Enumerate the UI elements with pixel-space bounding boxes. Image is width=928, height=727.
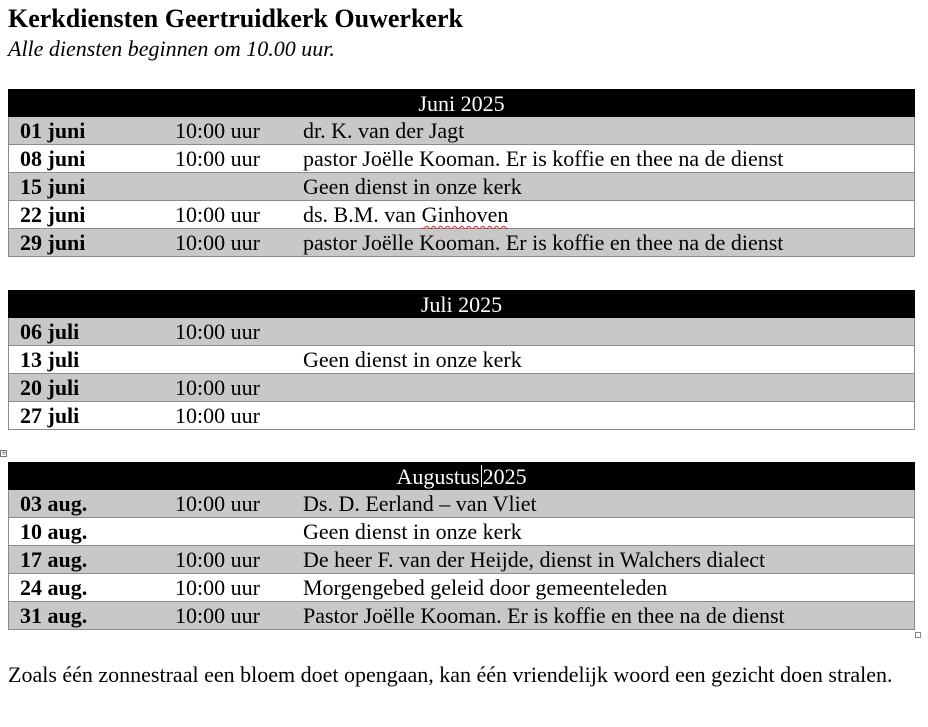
service-date: 29 juni: [20, 230, 86, 255]
service-time: 10:00 uur: [175, 202, 260, 227]
leader-prefix: ds. B.M. van: [303, 202, 422, 227]
month-header: Juli 2025: [8, 290, 915, 318]
service-leader: Morgengebed geleid door gemeenteleden: [303, 575, 668, 600]
table-row[interactable]: [8, 117, 915, 145]
service-leader: Geen dienst in onze kerk: [303, 347, 522, 372]
service-date: 15 juni: [20, 174, 86, 199]
month-header: Juni 2025: [8, 89, 915, 117]
table-row[interactable]: [8, 201, 915, 229]
service-time: 10:00 uur: [175, 575, 260, 600]
service-leader: pastor Joëlle Kooman. Er is koffie en thee na de dienst: [303, 146, 784, 171]
month-header: [8, 462, 915, 490]
table-june: [8, 89, 915, 257]
closing-quote: Zoals één zonnestraal een bloem doet opengaan, kan één vriendelijk woord een gezicht doen stralen.: [8, 662, 893, 687]
service-date: 13 juli: [20, 347, 80, 372]
service-date: 27 juli: [20, 403, 80, 428]
table-row[interactable]: [8, 318, 915, 346]
service-date: 31 aug.: [20, 603, 88, 628]
service-time: 10:00 uur: [175, 491, 260, 516]
service-leader: Geen dienst in onze kerk: [303, 174, 522, 199]
month-header-year: 2025: [482, 464, 527, 489]
table-row[interactable]: [8, 173, 915, 201]
table-move-handle-icon[interactable]: +: [1, 449, 7, 457]
service-date: 01 juni: [20, 118, 86, 143]
document-subtitle: Alle diensten beginnen om 10.00 uur.: [8, 36, 335, 61]
table-row[interactable]: [8, 546, 915, 574]
document-title: Kerkdiensten Geertruidkerk Ouwerkerk: [8, 4, 463, 33]
service-date: 08 juni: [20, 146, 86, 171]
table-row[interactable]: [8, 490, 915, 518]
table-row[interactable]: [8, 518, 915, 546]
service-time: 10:00 uur: [175, 403, 260, 428]
service-time: 10:00 uur: [175, 146, 260, 171]
service-time: 10:00 uur: [175, 118, 260, 143]
service-date: 22 juni: [20, 202, 86, 227]
table-row[interactable]: [8, 402, 915, 430]
table-row[interactable]: [8, 602, 915, 630]
table-row[interactable]: [8, 346, 915, 374]
service-leader: Geen dienst in onze kerk: [303, 519, 522, 544]
service-leader: pastor Joëlle Kooman. Er is koffie en thee na de dienst: [303, 230, 784, 255]
table-august: [8, 462, 915, 630]
service-time: 10:00 uur: [175, 547, 260, 572]
service-leader: dr. K. van der Jagt: [303, 118, 465, 143]
text-cursor: [481, 465, 482, 487]
table-july: [8, 290, 915, 430]
service-time: 10:00 uur: [175, 319, 260, 344]
table-row[interactable]: [8, 374, 915, 402]
table-resize-handle-icon[interactable]: [915, 632, 921, 638]
service-date: 03 aug.: [20, 491, 88, 516]
month-header-word: Augustus: [396, 464, 480, 489]
service-date: 10 aug.: [20, 519, 88, 544]
service-leader: Pastor Joëlle Kooman. Er is koffie en thee na de dienst: [303, 603, 785, 628]
table-row[interactable]: [8, 574, 915, 602]
service-date: 17 aug.: [20, 547, 88, 572]
service-date: 06 juli: [20, 319, 80, 344]
service-date: 24 aug.: [20, 575, 88, 600]
table-row[interactable]: [8, 229, 915, 257]
service-time: 10:00 uur: [175, 230, 260, 255]
service-leader: Ds. D. Eerland – van Vliet: [303, 491, 537, 516]
service-date: 20 juli: [20, 375, 80, 400]
service-time: 10:00 uur: [175, 603, 260, 628]
service-time: 10:00 uur: [175, 375, 260, 400]
service-leader: [303, 201, 508, 229]
spellcheck-flagged-word[interactable]: Ginhoven: [421, 202, 509, 227]
table-row[interactable]: [8, 145, 915, 173]
service-leader: De heer F. van der Heijde, dienst in Walchers dialect: [303, 547, 766, 572]
